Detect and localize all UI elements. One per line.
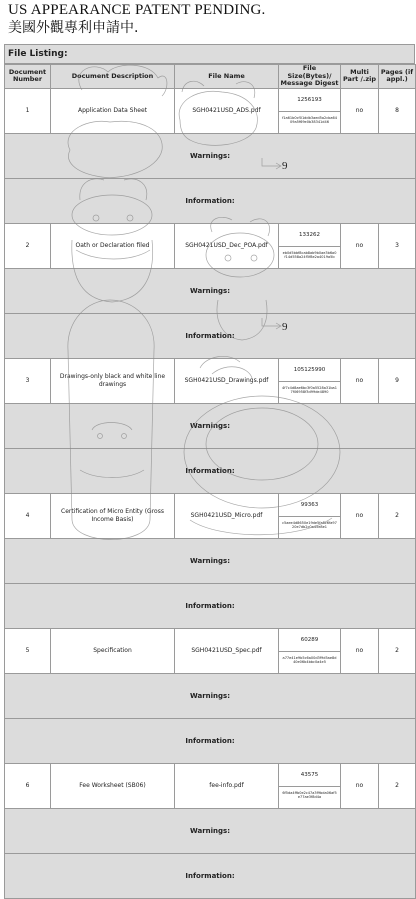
file-name: SGH0421USD_Drawings.pdf [175,358,279,403]
message-digest: a77e41e9b5c6a00d3f9d5ae8d40e06b4bbc0a4e5 [282,655,337,664]
information-row [5,448,416,493]
multipart: no [341,88,379,133]
information-row [5,313,416,358]
table-row [5,88,416,133]
warnings-row [5,538,416,583]
document-number: 4 [5,493,51,538]
col-header-document-description: Document Description [51,65,175,89]
pages: 2 [379,493,416,538]
table-row [5,358,416,403]
document-description: Specification [51,628,175,673]
warnings-row [5,403,416,448]
patent-pending-title-english: US APPEARANCE PATENT PENDING. [8,2,266,18]
document-number: 5 [5,628,51,673]
col-header-file-size: File Size(Bytes)/ Message Digest [280,64,339,87]
multipart: no [341,358,379,403]
callout-label: 9 [282,160,288,172]
warnings-label: Warnings: [5,268,416,313]
warnings-row [5,808,416,853]
document-description: Oath or Declaration filed [51,223,175,268]
information-label: Information: [5,583,416,628]
information-label: Information: [5,853,416,898]
pages: 2 [379,763,416,808]
file-name: SGH0421USD_Micro.pdf [175,493,279,538]
file-size-cell [279,628,341,673]
warnings-label: Warnings: [5,673,416,718]
information-row [5,853,416,898]
patent-pending-title-chinese: 美國外觀專利申請中. [8,20,139,36]
message-digest: eb0d5bbf8cab8ab9b0ae3b6a0f14d558a24f5f8e2a4019a5b [282,250,337,259]
document-description: Certification of Micro Entity (Gross Income Basis) [51,493,175,538]
col-header-document-number: Document Number [5,65,51,89]
file-size-cell [279,223,341,268]
warnings-row [5,268,416,313]
multipart: no [341,493,379,538]
message-digest: 6f5da4ffb0e2c47a3f9bda06af5e77ae3f8d4a [282,790,337,799]
table-row [5,493,416,538]
file-size: 133262 [279,224,340,247]
pages: 8 [379,88,416,133]
warnings-label: Warnings: [5,538,416,583]
document-number: 3 [5,358,51,403]
document-number: 1 [5,88,51,133]
information-label: Information: [5,448,416,493]
document-number: 6 [5,763,51,808]
table-row [5,763,416,808]
table-header-row [5,65,416,89]
warnings-row [5,673,416,718]
file-size: 1256193 [279,89,340,112]
message-digest: c5aee4d8650e19de5fa8c6fa9720e7db2c0a45e8e1 [282,520,337,529]
multipart: no [341,763,379,808]
file-name: SGH0421USD_Dec_POA.pdf [175,223,279,268]
file-name: SGH0421USD_ADS.pdf [175,88,279,133]
file-size: 105125990 [279,359,340,382]
information-row [5,178,416,223]
file-size: 60289 [279,629,340,652]
file-size: 43575 [279,764,340,787]
information-row [5,718,416,763]
warnings-label: Warnings: [5,808,416,853]
multipart: no [341,628,379,673]
file-size-cell [279,763,341,808]
file-name: SGH0421USD_Spec.pdf [175,628,279,673]
document-description: Application Data Sheet [51,88,175,133]
multipart: no [341,223,379,268]
information-label: Information: [5,178,416,223]
document-number: 2 [5,223,51,268]
document-description: Drawings-only black and white line drawings [51,358,175,403]
pages: 2 [379,628,416,673]
information-label: Information: [5,718,416,763]
table-row [5,628,416,673]
callout-label: 9 [282,321,288,333]
warnings-row [5,133,416,178]
file-listing-heading: File Listing: [4,44,415,64]
information-row [5,583,416,628]
file-name: fee-info.pdf [175,763,279,808]
warnings-label: Warnings: [5,133,416,178]
file-size-cell [279,493,341,538]
file-size: 99363 [279,494,340,517]
col-header-pages: Pages (if appl.) [379,65,416,89]
information-label: Information: [5,313,416,358]
file-size-cell [279,358,341,403]
col-header-multipart: Multi Part /.zip [341,65,379,89]
file-size-cell [279,88,341,133]
message-digest: 4f7c4d8ae6bc3f0a5528a31ba17f06958f3d99de4890 [282,385,337,394]
message-digest: f1a61b0cf01ddb3aed5a2cba6409a5f69e0b38341d46 [282,115,337,124]
pages: 3 [379,223,416,268]
document-description: Fee Worksheet (SB06) [51,763,175,808]
col-header-file-name: File Name [175,65,279,89]
pages: 9 [379,358,416,403]
warnings-label: Warnings: [5,403,416,448]
table-row [5,223,416,268]
file-listing-table [4,64,416,899]
